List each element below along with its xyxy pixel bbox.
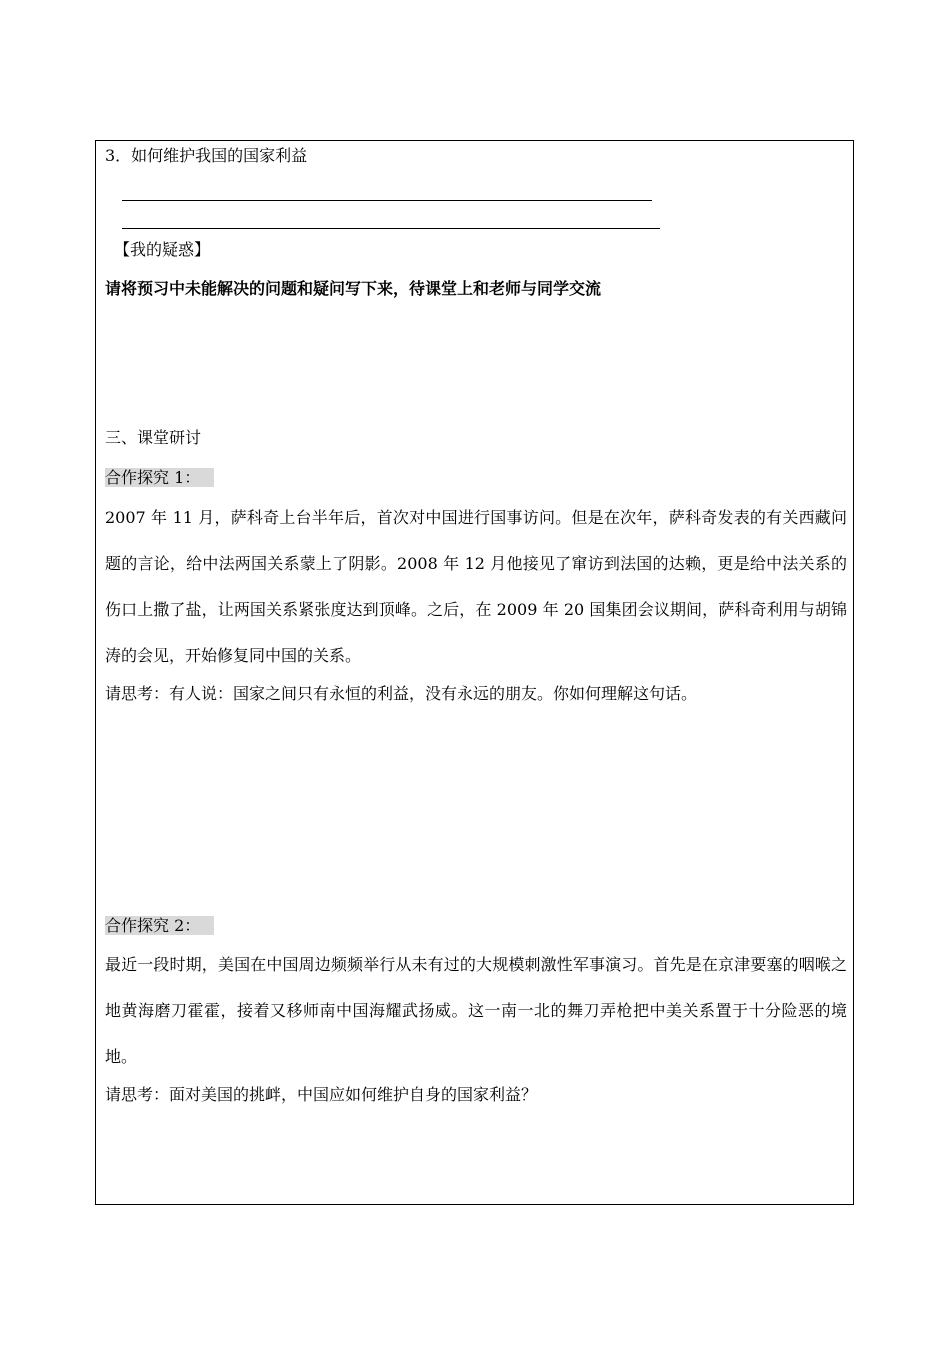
answer-line-2	[122, 228, 660, 229]
inquiry-1-question: 请思考：有人说：国家之间只有永恒的利益，没有永远的朋友。你如何理解这句话。	[105, 684, 698, 703]
inquiry-2-label: 合作探究 2：	[105, 916, 214, 936]
inquiry-1-paragraph: 2007 年 11 月，萨科奇上台半年后，首次对中国进行国事访问。但是在次年，萨科奇发表的有关西藏问题的言论，给中法两国关系蒙上了阴影。2008 年 12 月他接见了窜访到法国的达赖，更是给中法关系的伤口上撒了盐，让两国关系紧张度达到顶峰。之后，在 2009 年 20 国集团会议期间，萨科奇利用与胡锦涛的会见，开始修复同中国的关系。	[105, 508, 847, 665]
doubt-instruction: 请将预习中未能解决的问题和疑问写下来，待课堂上和老师与同学交流	[105, 279, 602, 298]
doubt-heading: 【我的疑惑】	[114, 240, 211, 259]
answer-line-1	[122, 200, 652, 201]
inquiry-2-paragraph: 最近一段时期，美国在中国周边频频举行从未有过的大规模刺激性军事演习。首先是在京津要塞的咽喉之地黄海磨刀霍霍，接着又移师南中国海耀武扬威。这一南一北的舞刀弄枪把中美关系置于十分险恶的境地。	[105, 955, 847, 1066]
inquiry-2-question: 请思考：面对美国的挑衅，中国应如何维护自身的国家利益？	[105, 1085, 538, 1104]
section-title: 三、课堂研讨	[105, 428, 202, 447]
question-3: 3．如何维护我国的国家利益	[105, 146, 308, 165]
inquiry-1-label: 合作探究 1：	[105, 468, 214, 488]
